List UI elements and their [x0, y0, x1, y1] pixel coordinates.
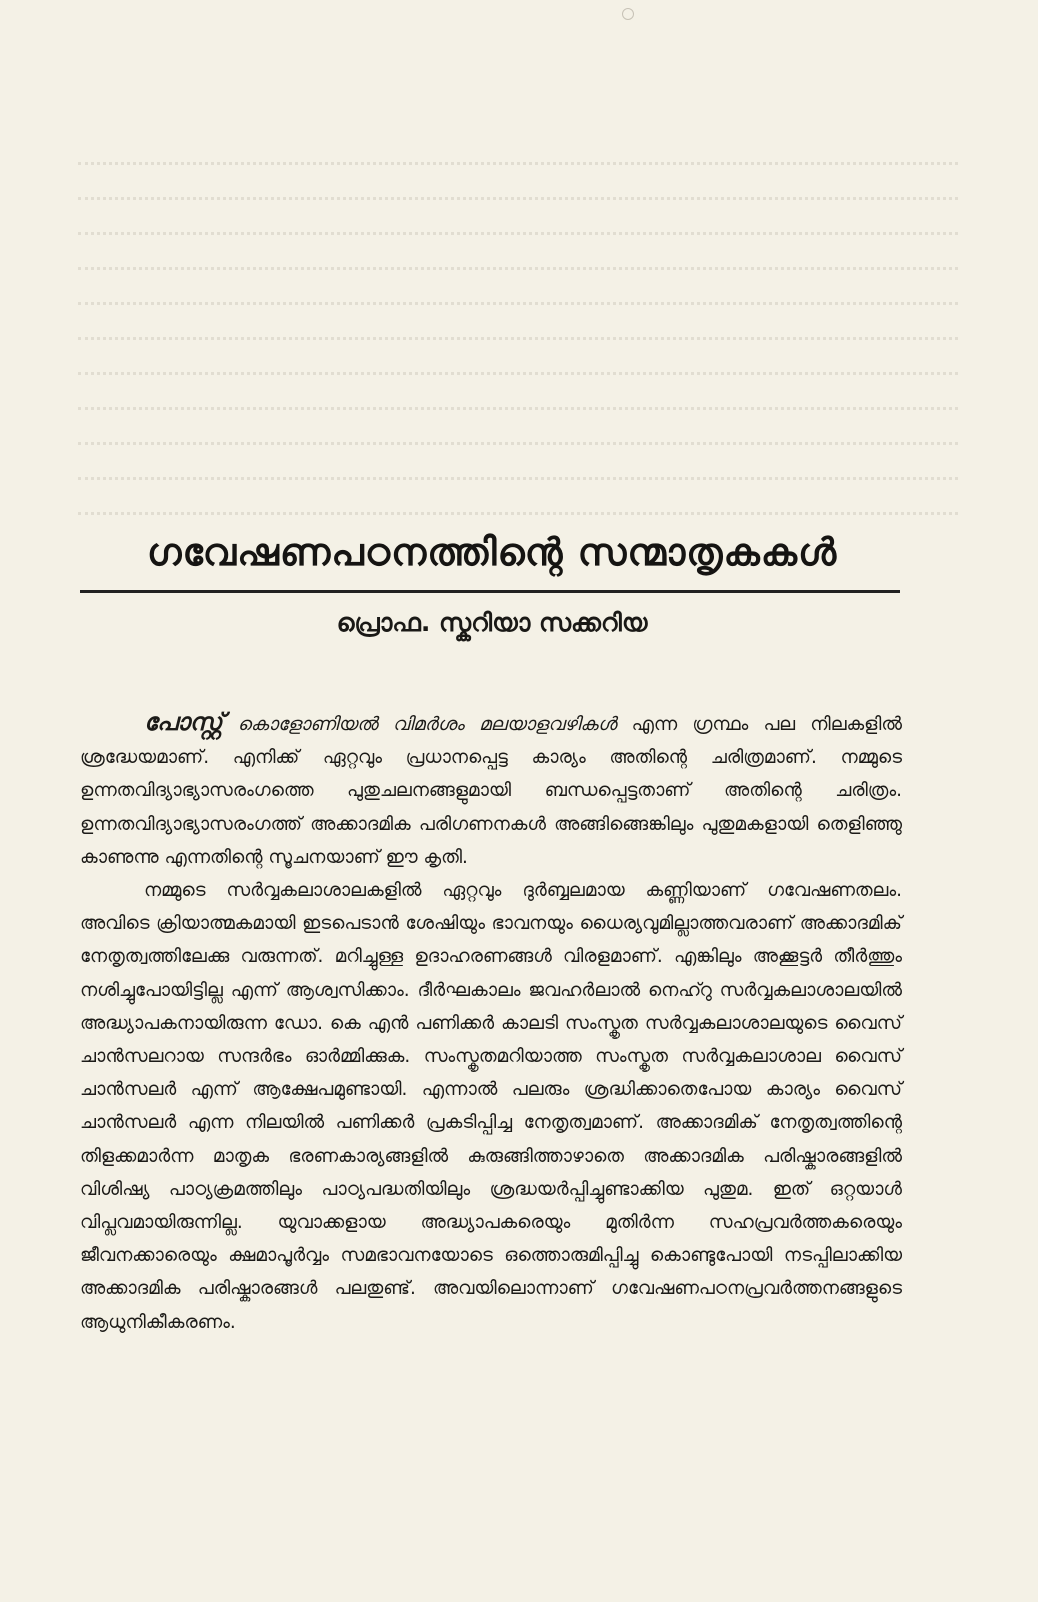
show-through-header [78, 40, 958, 68]
article-author: പ്രൊഫ. സ്കറിയാ സക്കറിയ [336, 608, 648, 637]
page-mark [622, 8, 634, 20]
paragraph-1-text: എന്ന ഗ്രന്ഥം പല നിലകളിൽ ശ്രദ്ധേയമാണ്. എനിക്ക് ഏറ്റവും പ്രധാനപ്പെട്ട കാര്യം അതിന്റെ ചരിത്രമാണ്. നമ്മുടെ ഉന്നതവിദ്യാഭ്യാസരംഗത്തെ പുതുചലനങ്ങളുമായി ബന്ധപ്പെട്ടതാണ് അതിന്റെ ചരിത്രം. ഉന്നതവിദ്യാഭ്യാസരംഗത്ത് അക്കാദമിക പരിഗണനകൾ അങ്ങിങ്ങെങ്കിലും പുതുമകളായി തെളിഞ്ഞു കാണുന്നു എന്നതിന്റെ സൂചനയാണ് ഈ കൃതി. [80, 714, 902, 868]
title-rule [80, 590, 900, 593]
paragraph-1 [80, 706, 902, 874]
lead-word: പോസ്റ്റ് [144, 708, 223, 736]
show-through-text [78, 40, 958, 540]
article-title: ഗവേഷണപഠനത്തിന്റെ സന്മാതൃകകൾ [146, 530, 838, 574]
article-body [80, 706, 902, 1339]
book-title: കൊളോണിയൽ വിമർശം മലയാളവഴികൾ [222, 714, 617, 735]
paragraph-2: നമ്മുടെ സർവ്വകലാശാലകളിൽ ഏറ്റവും ദുർബ്ബലമായ കണ്ണിയാണ് ഗവേഷണതലം. അവിടെ ക്രിയാത്മകമായി ഇടപെടാൻ ശേഷിയും ഭാവനയും ധൈര്യവുമില്ലാത്തവരാണ് അക്കാദമിക് നേതൃത്വത്തിലേക്കു വരുന്നത്. മറിച്ചുള്ള ഉദാഹരണങ്ങൾ വിരളമാണ്. എങ്കിലും അക്കൂട്ടർ തീർത്തും നശിച്ചുപോയിട്ടില്ല എന്ന് ആശ്വസിക്കാം. ദീർഘകാലം ജവഹർലാൽ നെഹ്റു സർവ്വകലാശാലയിൽ അദ്ധ്യാപകനായിരുന്ന ഡോ. കെ എൻ പണിക്കർ കാലടി സംസ്കൃത സർവ്വകലാശാലയുടെ വൈസ് ചാൻസലറായ സന്ദർഭം ഓർമ്മിക്കുക. സംസ്കൃതമറിയാത്ത സംസ്കൃത സർവ്വകലാശാല വൈസ് ചാൻസലർ എന്ന് ആക്ഷേപമുണ്ടായി. എന്നാൽ പലരും ശ്രദ്ധിക്കാതെപോയ കാര്യം വൈസ് ചാൻസലർ എന്ന നിലയിൽ പണിക്കർ പ്രകടിപ്പിച്ച നേതൃത്വമാണ്. അക്കാദമിക് നേതൃത്വത്തിന്റെ തിളക്കമാർന്ന മാതൃക ഭരണകാര്യങ്ങളിൽ കുരുങ്ങിത്താഴാതെ അക്കാദമിക പരിഷ്കാരങ്ങളിൽ വിശിഷ്യ പാഠ്യക്രമത്തിലും പാഠ്യപദ്ധതിയിലും ശ്രദ്ധയർപ്പിച്ചുണ്ടാക്കിയ പുതുമ. ഇത് ഒറ്റയാൾ വിപ്ലവമായിരുന്നില്ല. യുവാക്കളായ അദ്ധ്യാപകരെയും മുതിർന്ന സഹപ്രവർത്തകരെയും ജീവനക്കാരെയും ക്ഷമാപൂർവ്വം സമഭാവനയോടെ ഒത്തൊരുമിപ്പിച്ചു കൊണ്ടുപോയി നടപ്പിലാക്കിയ അക്കാദമിക പരിഷ്കാരങ്ങൾ പലതുണ്ട്. അവയിലൊന്നാണ് ഗവേഷണപഠനപ്രവർത്തനങ്ങളുടെ ആധുനികീകരണം. [80, 880, 902, 1333]
show-through-page-number [937, 62, 950, 106]
